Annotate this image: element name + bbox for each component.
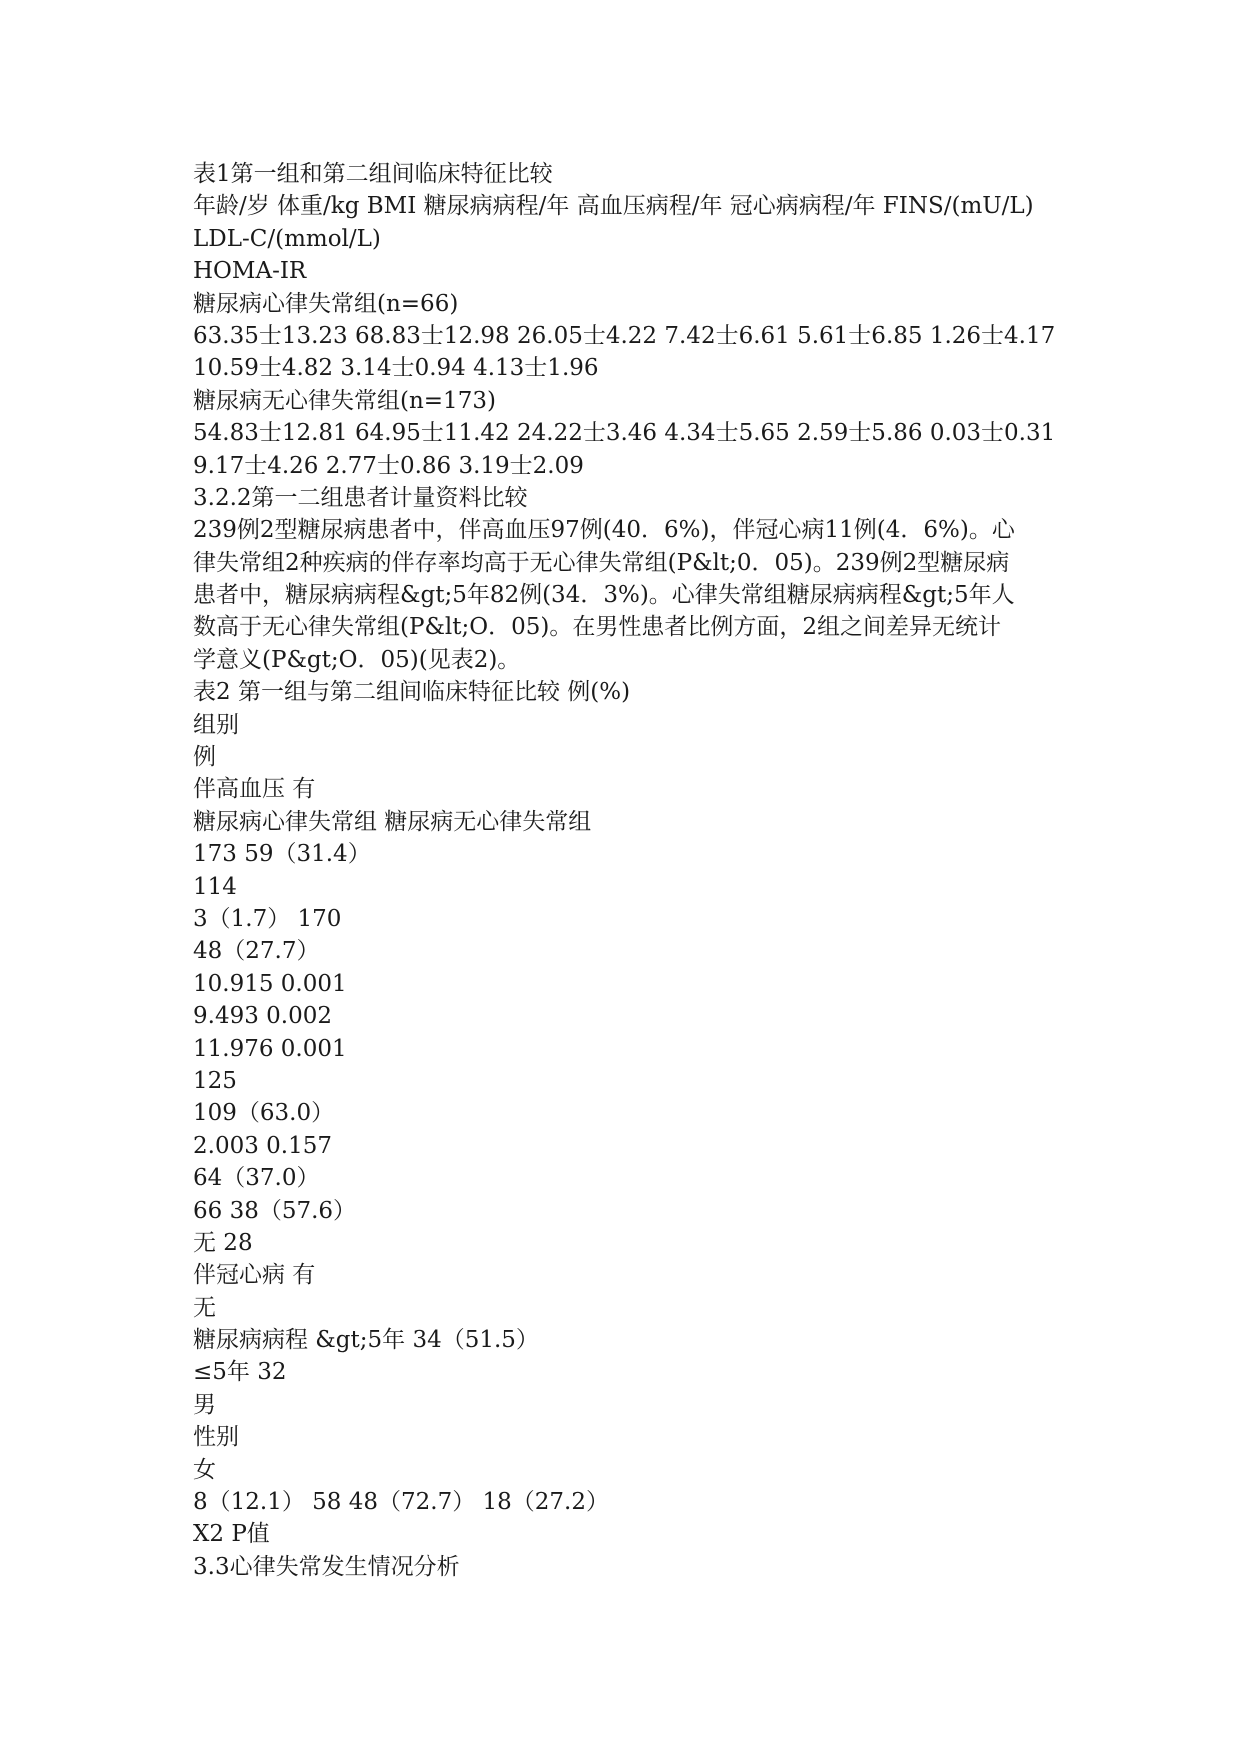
group2-values: 54.83士12.81 64.95士11.42 24.22士3.46 4.34士5.65 2.59士5.86 0.03士0.31	[193, 420, 1056, 447]
table2-line: 无 28	[193, 1229, 253, 1256]
group2-values-cont: 9.17士4.26 2.77士0.86 3.19士2.09	[193, 452, 584, 479]
table1-header-row: 年龄/岁 体重/kg BMI 糖尿病病程/年 高血压病程/年 冠心病病程/年 FINS/(mU/L)	[193, 193, 1034, 220]
section-heading-3-3: 3.3心律失常发生情况分析	[193, 1553, 460, 1580]
table2-line: 9.493 0.002	[193, 1003, 332, 1030]
table2-line: 8（12.1） 58 48（72.7） 18（27.2）	[193, 1489, 609, 1516]
table2-line: 伴高血压 有	[193, 776, 316, 803]
table2-line: 11.976 0.001	[193, 1035, 347, 1062]
table2-line: 64（37.0）	[193, 1165, 320, 1192]
paragraph-line: 患者中，糖尿病病程&gt;5年82例(34．3%)。心律失常组糖尿病病程&gt;5年人	[193, 582, 1015, 609]
table2-line: 109（63.0）	[193, 1100, 335, 1127]
table2-line: 例	[193, 744, 216, 771]
paragraph-line: 学意义(P&gt;O．05)(见表2)。	[193, 646, 521, 673]
table1-title: 表1第一组和第二组间临床特征比较	[193, 161, 553, 187]
table2-line: 组别	[193, 711, 239, 738]
table1-header-homa: HOMA-IR	[193, 258, 307, 285]
table2-line: 糖尿病病程 &gt;5年 34（51.5）	[193, 1327, 539, 1354]
table2-line: 48（27.7）	[193, 938, 320, 965]
table2-line: 男	[193, 1391, 216, 1418]
table1-header-row-cont: LDL-C/(mmol/L)	[193, 225, 381, 252]
table2-line: 125	[193, 1067, 237, 1094]
paragraph-line: 数高于无心律失常组(P&lt;O．05)。在男性患者比例方面，2组之间差异无统计	[193, 614, 1001, 641]
group1-label: 糖尿病心律失常组(n=66)	[193, 290, 459, 317]
table2-line: 糖尿病心律失常组 糖尿病无心律失常组	[193, 808, 592, 835]
table2-line: 3（1.7） 170	[193, 905, 342, 932]
table2-line: 66 38（57.6）	[193, 1197, 357, 1224]
table2-title: 表2 第一组与第二组间临床特征比较 例(%)	[193, 679, 631, 706]
table2-line: 无	[193, 1294, 216, 1321]
table2-line: 性别	[193, 1424, 239, 1451]
table2-line: 女	[193, 1456, 216, 1483]
table2-line: ≤5年 32	[193, 1359, 287, 1386]
table2-line: 2.003 0.157	[193, 1132, 332, 1159]
section-heading-3-2-2: 3.2.2第一二组患者计量资料比较	[193, 484, 528, 511]
paragraph-line: 239例2型糖尿病患者中，伴高血压97例(40．6%)，伴冠心病11例(4．6%)。心	[193, 517, 1015, 544]
group1-values-cont: 10.59士4.82 3.14士0.94 4.13士1.96	[193, 355, 599, 382]
table2-line: 114	[193, 873, 237, 900]
table2-line: 伴冠心病 有	[193, 1262, 316, 1289]
table2-line: X2 P值	[193, 1521, 270, 1548]
paragraph-line: 律失常组2种疾病的伴存率均高于无心律失常组(P&lt;0．05)。239例2型糖尿病	[193, 549, 1010, 576]
document-page	[193, 158, 1073, 1583]
table2-line: 10.915 0.001	[193, 970, 347, 997]
group2-label: 糖尿病无心律失常组(n=173)	[193, 387, 496, 414]
table2-line: 173 59（31.4）	[193, 841, 371, 868]
group1-values: 63.35士13.23 68.83士12.98 26.05士4.22 7.42士6.61 5.61士6.85 1.26士4.17	[193, 322, 1056, 349]
